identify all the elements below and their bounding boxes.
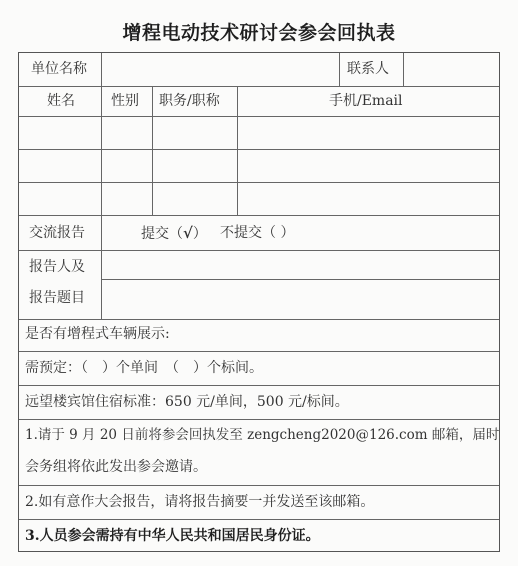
form-title: 增程电动技术研讨会参会回执表 bbox=[122, 22, 396, 44]
column-divider bbox=[101, 53, 102, 215]
row-divider bbox=[19, 86, 499, 87]
row-divider bbox=[19, 485, 499, 486]
note-1-line-2: 会务组将依此发出参会邀请。 bbox=[25, 459, 207, 475]
vehicle-display-question: 是否有增程式车辆展示: bbox=[25, 326, 170, 342]
reporter-label-line1: 报告人及 bbox=[29, 259, 85, 275]
note-1-line-1: 1.请于 9 月 20 日前将参会回执发至 zengcheng2020@126.com 邮箱，届时 bbox=[25, 427, 500, 443]
row-divider bbox=[19, 116, 499, 117]
registration-form-table bbox=[18, 52, 500, 552]
row-divider bbox=[19, 385, 499, 386]
row-divider bbox=[19, 319, 499, 320]
submit-option-close: ） bbox=[192, 226, 207, 242]
column-header-name: 姓名 bbox=[47, 93, 75, 109]
no-submit-option: 不提交（ ） bbox=[220, 225, 295, 241]
row-divider bbox=[101, 279, 499, 280]
column-divider bbox=[101, 215, 102, 319]
row-divider bbox=[19, 182, 499, 183]
column-divider bbox=[403, 53, 404, 86]
note-3: 3.人员参会需持有中华人民共和国居民身份证。 bbox=[25, 528, 320, 544]
room-booking-line: 需预定：（ ）个单间 （ ）个标间。 bbox=[25, 360, 263, 376]
column-divider bbox=[237, 86, 238, 215]
submit-option bbox=[141, 226, 207, 241]
unit-name-label: 单位名称 bbox=[31, 61, 87, 77]
row-divider bbox=[19, 250, 499, 251]
column-divider bbox=[152, 86, 153, 215]
checkmark-icon: √ bbox=[183, 224, 193, 242]
column-header-title: 职务/职称 bbox=[159, 93, 220, 109]
submit-option-label: 提交（ bbox=[141, 226, 183, 242]
column-header-gender: 性别 bbox=[111, 93, 139, 109]
exchange-report-label: 交流报告 bbox=[29, 225, 85, 241]
reporter-label-line2: 报告题目 bbox=[29, 290, 85, 306]
row-divider bbox=[19, 149, 499, 150]
column-divider bbox=[339, 53, 340, 86]
row-divider bbox=[19, 419, 499, 420]
row-divider bbox=[19, 519, 499, 520]
row-divider bbox=[19, 215, 499, 216]
contact-label: 联系人 bbox=[347, 61, 389, 77]
column-header-contact: 手机/Email bbox=[329, 93, 403, 109]
note-2: 2.如有意作大会报告，请将报告摘要一并发送至该邮箱。 bbox=[25, 494, 375, 510]
hotel-rate-line: 远望楼宾馆住宿标准：650 元/单间，500 元/标间。 bbox=[25, 394, 349, 410]
row-divider bbox=[19, 351, 499, 352]
